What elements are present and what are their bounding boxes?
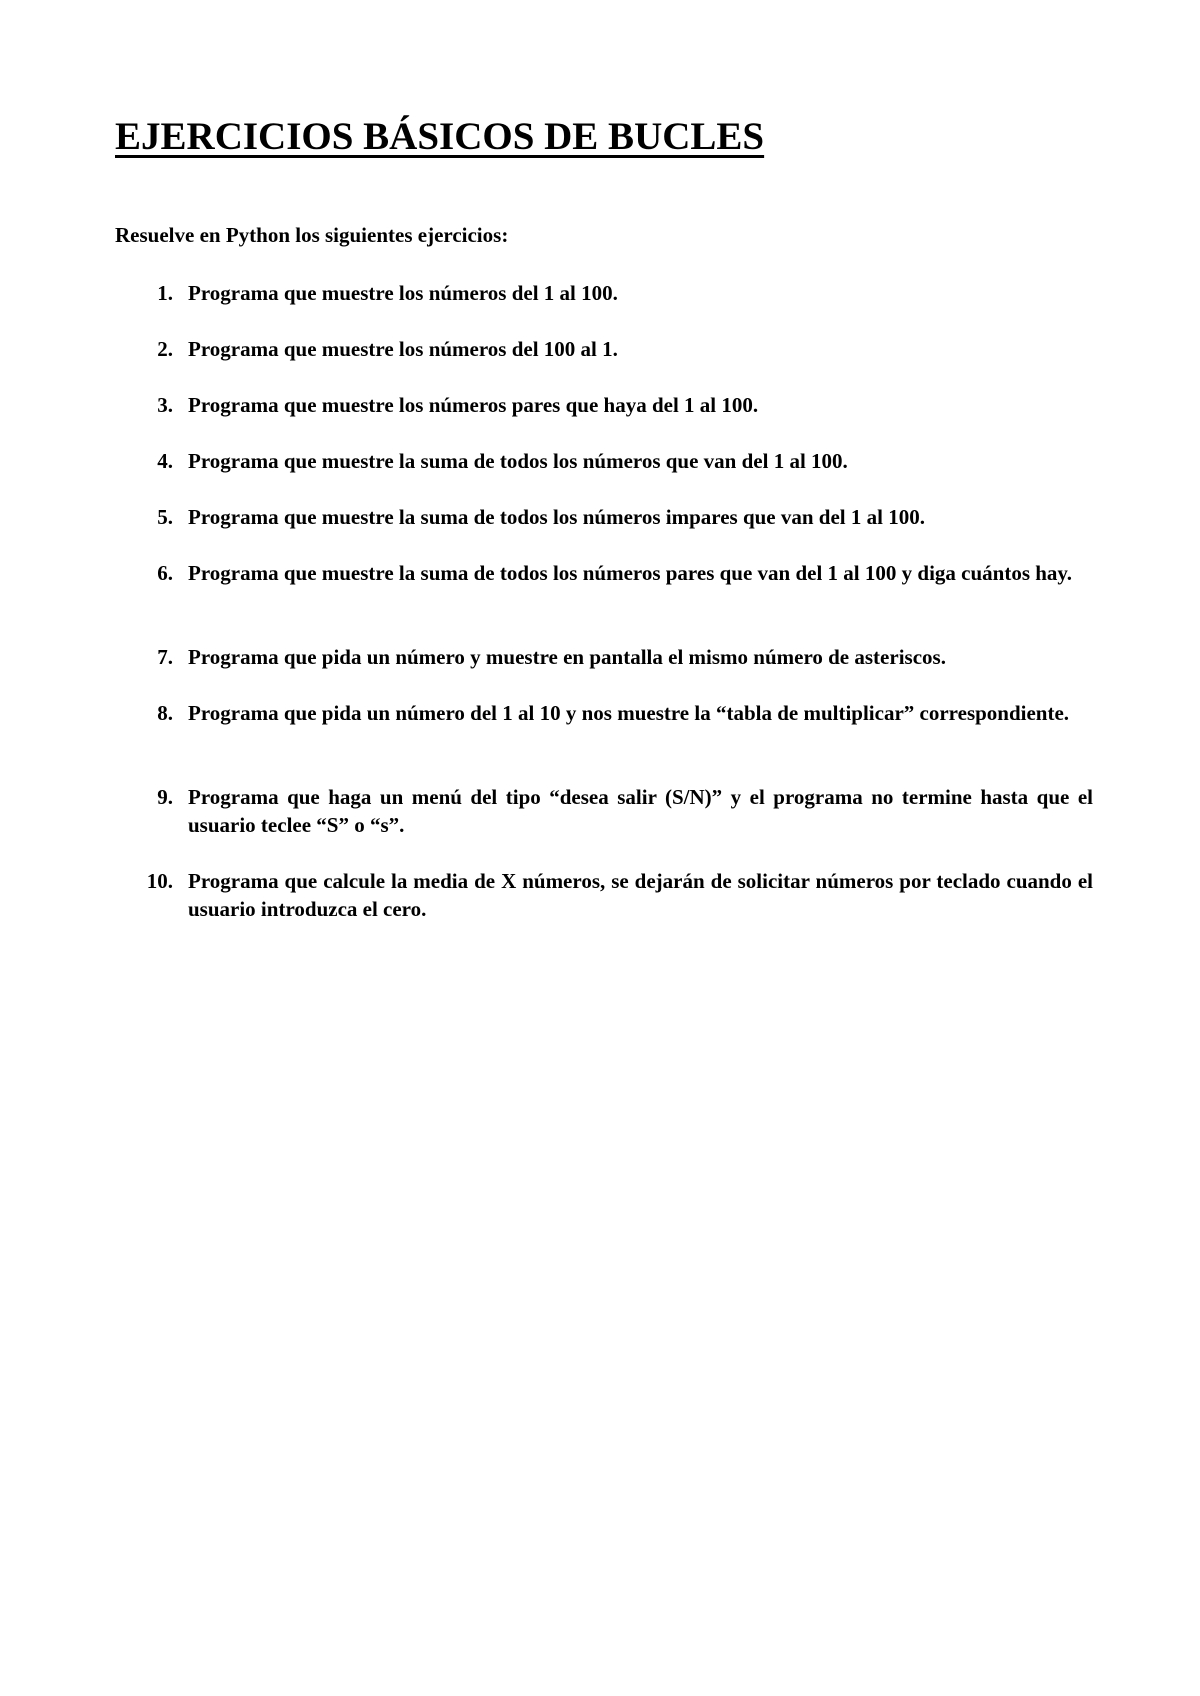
exercise-number: 2. (157, 337, 173, 361)
exercise-text: Programa que muestre los números del 100 al 1. (188, 337, 618, 361)
exercise-text: Programa que pida un número y muestre en pantalla el mismo número de asteriscos. (188, 645, 946, 669)
exercise-number: 8. (157, 701, 173, 725)
exercise-item (157, 783, 1093, 839)
exercise-text: Programa que muestre la suma de todos los números pares que van del 1 al 100 y diga cuántos hay. (188, 561, 1073, 585)
exercise-number: 5. (157, 505, 173, 529)
exercise-number: 4. (157, 449, 173, 473)
exercise-text: Programa que muestre la suma de todos los números que van del 1 al 100. (188, 449, 848, 473)
exercise-number: 7. (157, 645, 173, 669)
document-intro: Resuelve en Python los siguientes ejercicios: (115, 223, 509, 247)
exercise-number: 1. (157, 281, 173, 305)
exercise-number: 10. (146, 869, 173, 893)
exercise-text: Programa que pida un número del 1 al 10 y nos muestre la “tabla de multiplicar” correspondiente. (188, 701, 1070, 725)
exercise-item (157, 503, 1093, 531)
exercise-text: Programa que muestre los números pares que haya del 1 al 100. (188, 393, 759, 417)
exercise-item (157, 279, 1093, 307)
exercise-item (157, 335, 1093, 363)
exercise-item (157, 643, 1093, 671)
exercise-text: Programa que muestre la suma de todos los números impares que van del 1 al 100. (188, 505, 925, 529)
exercise-number: 3. (157, 393, 173, 417)
exercise-text: Programa que calcule la media de X números, se dejarán de solicitar números por teclado cuando el usuario introduzca el cero. (188, 869, 1093, 921)
exercise-item (157, 559, 1093, 587)
exercise-item (157, 699, 1093, 727)
document-title: EJERCICIOS BÁSICOS DE BUCLES (115, 115, 765, 158)
exercise-item (157, 447, 1093, 475)
exercise-item (146, 867, 1093, 923)
exercise-text: Programa que haga un menú del tipo “desea salir (S/N)” y el programa no termine hasta que el usuario teclee “S” o “s”. (188, 785, 1093, 837)
exercise-text: Programa que muestre los números del 1 al 100. (188, 281, 618, 305)
exercise-item (157, 391, 1093, 419)
exercise-number: 9. (157, 785, 173, 809)
exercise-number: 6. (157, 561, 173, 585)
